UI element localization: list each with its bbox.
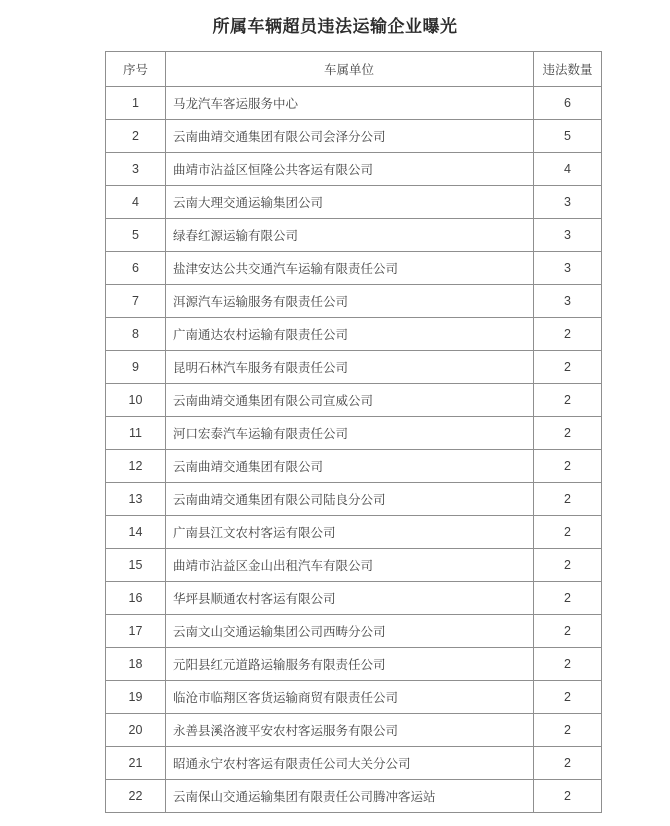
cell-serial-number: 22: [106, 780, 166, 813]
table-row: [106, 483, 602, 516]
cell-serial-number: 15: [106, 549, 166, 582]
cell-violation-count: 3: [534, 219, 602, 252]
cell-violation-count: 2: [534, 450, 602, 483]
table-row: [106, 714, 602, 747]
cell-serial-number: 5: [106, 219, 166, 252]
table-row: [106, 615, 602, 648]
cell-company: 云南曲靖交通集团有限公司会泽分公司: [166, 120, 534, 153]
cell-serial-number: 13: [106, 483, 166, 516]
table-row: [106, 285, 602, 318]
cell-company: 云南文山交通运输集团公司西畴分公司: [166, 615, 534, 648]
cell-violation-count: 2: [534, 681, 602, 714]
cell-serial-number: 9: [106, 351, 166, 384]
table-row: [106, 417, 602, 450]
cell-company: 元阳县红元道路运输服务有限责任公司: [166, 648, 534, 681]
cell-company: 绿春红源运输有限公司: [166, 219, 534, 252]
cell-violation-count: 6: [534, 87, 602, 120]
header-serial-number: 序号: [106, 52, 166, 87]
cell-violation-count: 2: [534, 714, 602, 747]
cell-serial-number: 20: [106, 714, 166, 747]
cell-violation-count: 5: [534, 120, 602, 153]
cell-company: 曲靖市沾益区金山出租汽车有限公司: [166, 549, 534, 582]
cell-serial-number: 17: [106, 615, 166, 648]
table-row: [106, 186, 602, 219]
cell-serial-number: 10: [106, 384, 166, 417]
cell-serial-number: 7: [106, 285, 166, 318]
cell-violation-count: 2: [534, 549, 602, 582]
table-row: [106, 780, 602, 813]
cell-serial-number: 8: [106, 318, 166, 351]
cell-violation-count: 2: [534, 648, 602, 681]
table-row: [106, 747, 602, 780]
table-row: [106, 648, 602, 681]
cell-company: 华坪县顺通农村客运有限公司: [166, 582, 534, 615]
cell-serial-number: 18: [106, 648, 166, 681]
cell-violation-count: 2: [534, 384, 602, 417]
table-row: [106, 549, 602, 582]
cell-company: 云南保山交通运输集团有限责任公司腾冲客运站: [166, 780, 534, 813]
cell-violation-count: 2: [534, 582, 602, 615]
header-violation-count: 违法数量: [534, 52, 602, 87]
cell-violation-count: 2: [534, 780, 602, 813]
table-row: [106, 252, 602, 285]
cell-company: 盐津安达公共交通汽车运输有限责任公司: [166, 252, 534, 285]
cell-serial-number: 21: [106, 747, 166, 780]
cell-company: 洱源汽车运输服务有限责任公司: [166, 285, 534, 318]
cell-company: 马龙汽车客运服务中心: [166, 87, 534, 120]
page-title: 所属车辆超员违法运输企业曝光: [212, 17, 458, 36]
violations-table: [105, 51, 602, 813]
table-row: [106, 516, 602, 549]
cell-serial-number: 14: [106, 516, 166, 549]
cell-serial-number: 11: [106, 417, 166, 450]
cell-serial-number: 3: [106, 153, 166, 186]
cell-violation-count: 2: [534, 747, 602, 780]
cell-company: 昭通永宁农村客运有限责任公司大关分公司: [166, 747, 534, 780]
header-company: 车属单位: [166, 52, 534, 87]
cell-company: 昆明石林汽车服务有限责任公司: [166, 351, 534, 384]
cell-serial-number: 16: [106, 582, 166, 615]
cell-violation-count: 2: [534, 318, 602, 351]
table-head: [106, 52, 602, 87]
cell-violation-count: 2: [534, 351, 602, 384]
cell-company: 临沧市临翔区客货运输商贸有限责任公司: [166, 681, 534, 714]
cell-company: 永善县溪洛渡平安农村客运服务有限公司: [166, 714, 534, 747]
cell-violation-count: 2: [534, 417, 602, 450]
cell-serial-number: 1: [106, 87, 166, 120]
cell-violation-count: 3: [534, 285, 602, 318]
table-row: [106, 120, 602, 153]
table-body: [106, 87, 602, 813]
cell-serial-number: 12: [106, 450, 166, 483]
cell-company: 云南曲靖交通集团有限公司陆良分公司: [166, 483, 534, 516]
cell-company: 云南曲靖交通集团有限公司: [166, 450, 534, 483]
cell-company: 云南大理交通运输集团公司: [166, 186, 534, 219]
cell-company: 云南曲靖交通集团有限公司宣威公司: [166, 384, 534, 417]
cell-company: 广南县江文农村客运有限公司: [166, 516, 534, 549]
table-row: [106, 153, 602, 186]
table-row: [106, 384, 602, 417]
table-row: [106, 219, 602, 252]
cell-serial-number: 2: [106, 120, 166, 153]
cell-violation-count: 2: [534, 516, 602, 549]
cell-company: 河口宏泰汽车运输有限责任公司: [166, 417, 534, 450]
table-row: [106, 351, 602, 384]
table-row: [106, 582, 602, 615]
cell-violation-count: 2: [534, 615, 602, 648]
table-row: [106, 318, 602, 351]
table-row: [106, 87, 602, 120]
cell-violation-count: 4: [534, 153, 602, 186]
cell-serial-number: 6: [106, 252, 166, 285]
table-header-row: [106, 52, 602, 87]
cell-company: 曲靖市沾益区恒隆公共客运有限公司: [166, 153, 534, 186]
cell-violation-count: 2: [534, 483, 602, 516]
cell-company: 广南通达农村运输有限责任公司: [166, 318, 534, 351]
cell-serial-number: 19: [106, 681, 166, 714]
table-row: [106, 450, 602, 483]
cell-violation-count: 3: [534, 186, 602, 219]
table-row: [106, 681, 602, 714]
cell-serial-number: 4: [106, 186, 166, 219]
cell-violation-count: 3: [534, 252, 602, 285]
